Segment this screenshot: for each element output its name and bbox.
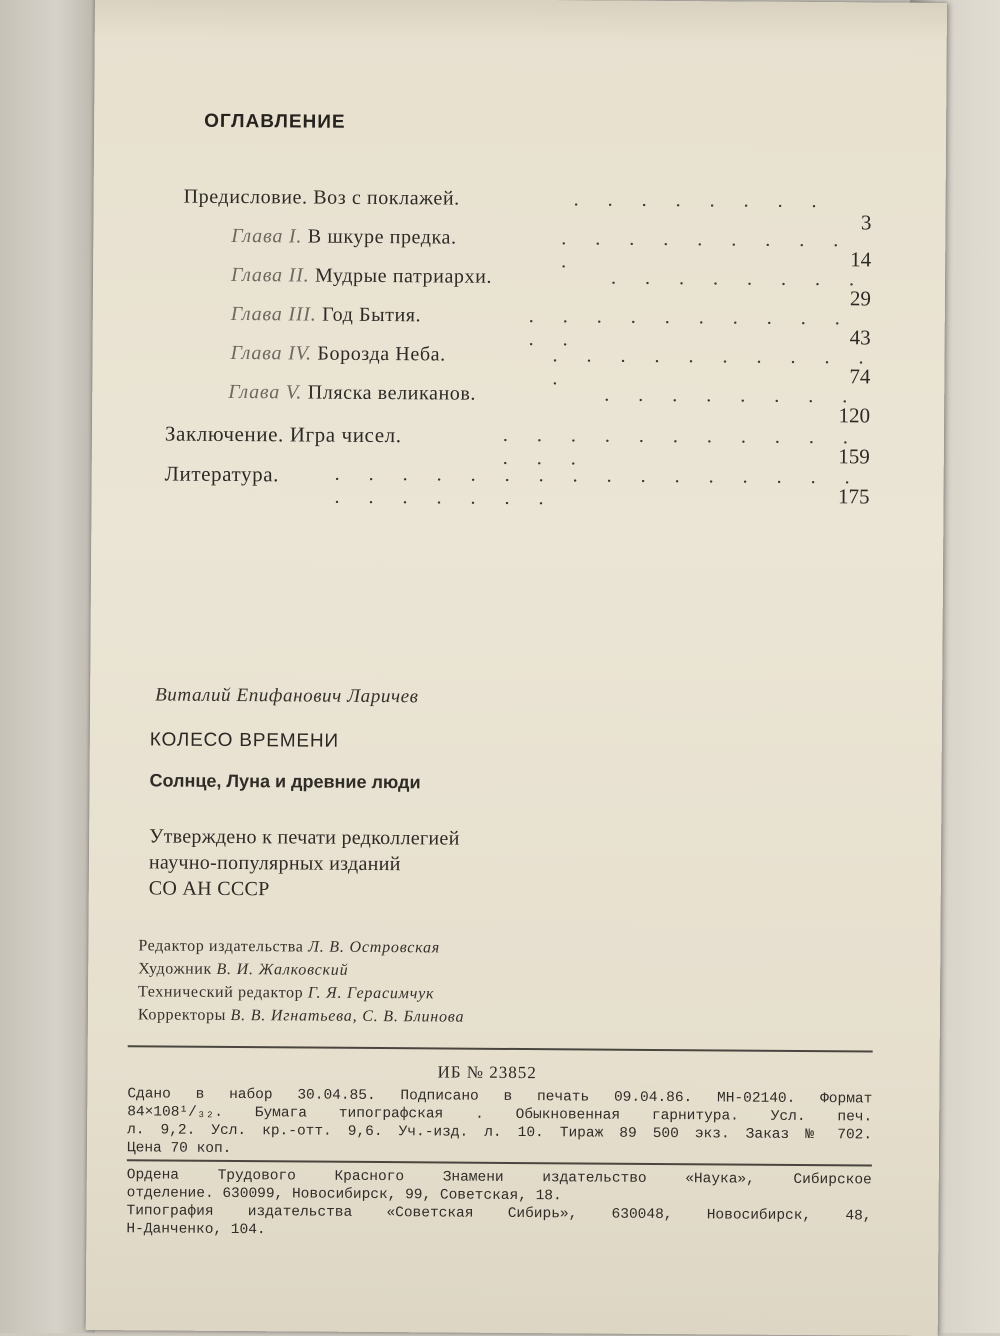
toc-heading: ОГЛАВЛЕНИЕ — [204, 110, 346, 133]
approval-line: научно-популярных изданий — [148, 851, 401, 876]
toc-page-number: 159 — [838, 444, 870, 469]
toc-entry — [230, 302, 883, 351]
imprint-line: Сдано в набор 30.04.85. Подписано в печать 09.04.86. МН-02140. Формат — [127, 1086, 873, 1108]
approval-note — [149, 823, 460, 903]
toc-chapter-prefix: Глава V. — [228, 380, 303, 404]
divider-rule — [128, 1045, 873, 1052]
publisher-line: Н-Данченко, 104. — [126, 1221, 266, 1239]
toc-page-number: 120 — [838, 403, 871, 428]
toc-leader-dots: . . . . . . . . — [610, 266, 867, 291]
toc-entry — [228, 380, 882, 428]
credit-role: Технический редактор — [138, 983, 304, 1002]
credit-name: В. И. Жалковский — [216, 960, 349, 979]
toc-chapter-prefix: Глава III. — [230, 302, 317, 326]
toc-page-number: 3 — [860, 210, 872, 235]
publisher-line: Типография издательства «Советская Сибирь», 630048, Новосибирск, 48, — [126, 1203, 872, 1225]
credit-role: Художник — [138, 960, 212, 978]
credit-name: Г. Я. Герасимчук — [307, 984, 435, 1003]
toc-entry-label: Заключение. Игра чисел. — [164, 421, 402, 448]
toc-entry-label: В шкуре предка. — [307, 225, 457, 249]
credit-line — [138, 980, 465, 1005]
publisher-details — [126, 1166, 871, 1243]
toc-leader-dots: . . . . . . . . . . . . — [528, 305, 852, 351]
credit-line — [138, 934, 465, 959]
toc-page-number: 29 — [849, 286, 872, 311]
toc-leader-dots: . . . . . . . . — [573, 188, 829, 213]
toc-leader-dots: . . . . . . . . . . . — [552, 344, 876, 390]
toc-entry-label: Борозда Неба. — [317, 342, 446, 366]
approval-line: СО АН СССР — [148, 877, 270, 901]
toc-page-number: 74 — [849, 364, 871, 389]
toc-entry-label: Мудрые патриархи. — [314, 264, 493, 288]
printing-details — [127, 1085, 872, 1162]
toc-entry — [231, 224, 883, 273]
credit-name: Л. В. Островская — [308, 938, 441, 957]
credits-block — [138, 934, 465, 1028]
toc-leader-dots: . . . . . . . . — [604, 383, 860, 408]
ib-number: ИБ № 23852 — [437, 1062, 537, 1083]
toc-entry-label: Год Бытия. — [322, 303, 422, 327]
toc-entry — [230, 263, 883, 311]
toc-entry-label: Пляска великанов. — [307, 381, 477, 405]
toc-leader-dots: . . . . . . . . . . — [561, 227, 851, 273]
toc-entry — [183, 185, 883, 235]
approval-line: Утверждено к печати редколлегией — [149, 825, 460, 850]
toc-chapter-prefix: Глава II. — [230, 263, 310, 287]
toc-page-number: 43 — [849, 325, 871, 350]
credit-line — [138, 1003, 465, 1028]
background-surface-left — [0, 0, 95, 1333]
book-subtitle: Солнце, Луна и древние люди — [149, 770, 421, 793]
publisher-line: отделение. 630099, Новосибирск, 99, Советская, 18. — [126, 1185, 562, 1205]
toc-chapter-prefix: Глава I. — [231, 224, 303, 248]
toc-entry-label: Предисловие. Воз с поклажей. — [183, 185, 460, 210]
credit-role: Корректоры — [137, 1006, 227, 1024]
book-title: КОЛЕСО ВРЕМЕНИ — [149, 729, 339, 752]
toc-chapter-prefix: Глава IV. — [230, 341, 312, 365]
toc-entry-label: Литература. — [164, 461, 280, 487]
book-author: Виталий Епифанович Ларичев — [155, 684, 419, 708]
toc-leader-dots: . . . . . . . . . . . . . . — [502, 423, 861, 470]
page-top-shadow — [95, 0, 947, 43]
toc-entry — [164, 421, 882, 470]
publisher-line: Ордена Трудового Красного Знамени издательство «Наука», Сибирское — [126, 1167, 872, 1189]
credit-name: В. В. Игнатьева, С. В. Блинова — [230, 1006, 465, 1026]
toc-page-number: 175 — [837, 484, 870, 509]
imprint-line: л. 9,2. Усл. кр.-отт. 9,6. Уч.-изд. л. 10. Тираж 89 500 экз. Заказ № 702. — [127, 1122, 873, 1144]
toc-leader-dots: . . . . . . . . . . . . . . . . . . . . . . . — [334, 462, 862, 510]
imprint-line: 84×108¹/₃₂. Бумага типографская . Обыкновенная гарнитура. Усл. печ. — [127, 1104, 873, 1126]
imprint-line: Цена 70 коп. — [126, 1140, 232, 1158]
toc-page-number: 14 — [850, 247, 872, 272]
credit-line — [138, 957, 465, 982]
credit-role: Редактор издательства — [138, 937, 304, 956]
toc-entry — [230, 341, 882, 390]
toc-entry — [164, 461, 882, 510]
book-page — [86, 0, 947, 1336]
